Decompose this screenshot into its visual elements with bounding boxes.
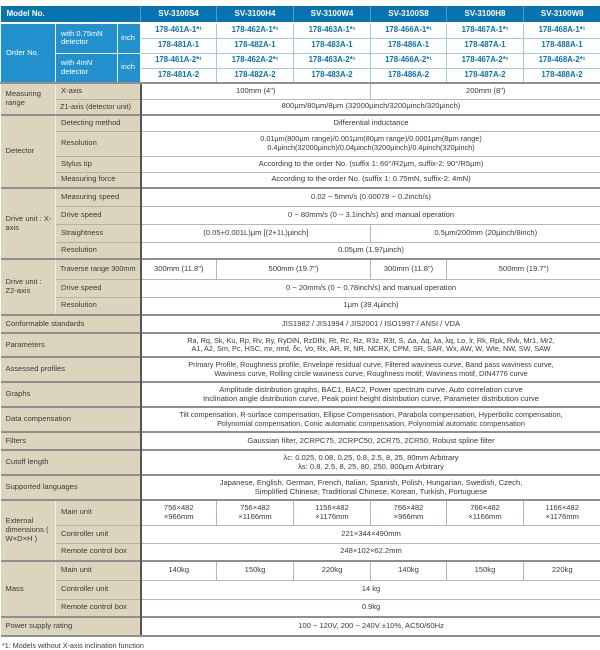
measuring-speed-row: [1, 188, 600, 206]
filters-value: Gaussian filter, 2CRPC75, 2CRPC50, 2CR75, 2CR50, Robust spline filter: [141, 432, 600, 450]
external-dimensions-label: External dimensions ( W×D×H ): [1, 500, 56, 561]
order-number: 178-482A-1: [217, 38, 294, 53]
dim-line2: ×1176mm: [297, 513, 367, 522]
standards-label: Conformable standards: [1, 315, 141, 333]
measuring-speed-label: Measuring speed: [56, 188, 141, 206]
model-name: SV-3100W8: [524, 6, 600, 23]
traverse-range-row: [1, 259, 600, 279]
dimensions-value: [524, 500, 600, 525]
mass-value: 140kg: [141, 561, 217, 580]
mass-value: 150kg: [217, 561, 294, 580]
z2-drive-speed-row: [1, 279, 600, 297]
detecting-method-label: Detecting method: [56, 115, 141, 131]
filters-row: [1, 432, 600, 450]
dimensions-controller-row: [1, 525, 600, 543]
data-compensation-line2: Polynomial compensation, Conic automatic compensation, Polynomial automatic compensation: [145, 420, 598, 428]
dimensions-main-row: [1, 500, 600, 525]
languages-line1: Japanese, English, German, French, Italian, Spanish, Polish, Hungarian, Swedish, Czech,: [145, 479, 598, 488]
dimensions-value: [371, 500, 447, 525]
dimensions-remote-value: 248×102×62.2mm: [141, 543, 600, 561]
order-number: 178-466A-2*¹: [371, 53, 447, 68]
mass-main-label: Main unit: [56, 561, 141, 580]
order-number: 178-467A-2*¹: [447, 53, 524, 68]
unit-inch-label: inch: [118, 23, 141, 53]
languages-value: [141, 475, 600, 500]
model-no-label: Model No.: [1, 6, 141, 23]
model-name: SV-3100H4: [217, 6, 294, 23]
order-number: 178-481A-1: [141, 38, 217, 53]
mass-value: 150kg: [447, 561, 524, 580]
z2-resolution-label: Resolution: [56, 297, 141, 315]
dim-line2: ×1166mm: [220, 513, 290, 522]
dim-line1: 1156×482: [297, 504, 367, 513]
order-number: 178-461A-1*¹: [141, 23, 217, 38]
drive-unit-z2-label: Drive unit : Z2-axis: [1, 259, 56, 315]
mass-value: 220kg: [294, 561, 371, 580]
measuring-force-row: [1, 172, 600, 188]
measuring-range-label: Measuring range: [1, 83, 56, 115]
drive-speed-value: 0 ~ 80mm/s (0 ~ 3.1inch/s) and manual operation: [141, 206, 600, 224]
dim-line1: 1166×482: [527, 504, 598, 513]
cutoff-row: [1, 450, 600, 475]
dimensions-remote-row: [1, 543, 600, 561]
languages-row: [1, 475, 600, 500]
drive-unit-x-label: Drive unit : X-axis: [1, 188, 56, 259]
dim-line1: 766×482: [450, 504, 520, 513]
mass-value: 220kg: [524, 561, 600, 580]
dim-line2: ×966mm: [374, 513, 443, 522]
power-value: 100 ~ 120V, 200 ~ 240V ±10%, AC50/60Hz: [141, 617, 600, 636]
x-axis-label: X-axis: [56, 83, 141, 99]
standards-row: [1, 315, 600, 333]
data-compensation-row: [1, 407, 600, 432]
dim-line2: ×1176mm: [527, 513, 598, 522]
model-header-row: [1, 6, 600, 23]
order-number: 178-486A-2: [371, 68, 447, 83]
graphs-line1: Amplitude distribution graphs, BAC1, BAC2, Power spectrum curve, Auto correlation curve: [145, 386, 598, 395]
power-row: [1, 617, 600, 636]
model-name: SV-3100H8: [447, 6, 524, 23]
model-name: SV-3100S4: [141, 6, 217, 23]
z1-axis-value: 800μm/80μm/8μm (32000μinch/3200μinch/320μinch): [141, 99, 600, 115]
dim-line1: 756×482: [145, 504, 214, 513]
x-drive-speed-row: [1, 206, 600, 224]
z2-resolution-value: 1μm (39.4μinch): [141, 297, 600, 315]
unit-inch-label: inch: [118, 53, 141, 83]
order-number: 178-463A-1*¹: [294, 23, 371, 38]
languages-label: Supported languages: [1, 475, 141, 500]
drive-speed-label: Drive speed: [56, 206, 141, 224]
mass-controller-value: 14 kg: [141, 580, 600, 599]
data-compensation-line1: Tilt compensation, R-surface compensation, Ellipse Compensation, Parabola compensation, Hyperbolic compensation,: [145, 411, 598, 419]
order-number: 178-482A-2: [217, 68, 294, 83]
parameters-line2: A1, A2, Sm, Pc, HSC, mr, mrd, δc, Vo, Rx, AR, R, NR, NCRX, CPM, SR, SAR, Wx, AW, W, Wte, NW, SW, SAW: [145, 345, 598, 353]
assessed-profiles-line2: Waviness curve, Rolling circle waviness curve, Roughness motif, Waviness motif, DIN4776 curve: [145, 370, 598, 378]
x-resolution-row: [1, 242, 600, 259]
order-row: [1, 23, 600, 38]
straightness-left-value: (0.05+0.001L)μm [(2+1L)μinch]: [141, 224, 371, 242]
order-row: [1, 53, 600, 68]
z2-drive-speed-label: Drive speed: [56, 279, 141, 297]
measuring-speed-value: 0.02 ~ 5mm/s (0.00078 ~ 0.2inch/s): [141, 188, 600, 206]
model-name: SV-3100S8: [371, 6, 447, 23]
detector-0.75mN-label: with 0.75mN detector: [56, 23, 118, 53]
order-number: 178-481A-2: [141, 68, 217, 83]
order-number: 178-468A-2*¹: [524, 53, 600, 68]
order-number: 178-486A-1: [371, 38, 447, 53]
stylus-tip-row: [1, 156, 600, 172]
traverse-range-label: Traverse range 300mm: [56, 259, 141, 279]
resolution-value: [141, 131, 600, 156]
assessed-profiles-label: Assessed profiles: [1, 357, 141, 382]
measuring-force-value: According to the order No. (suffix 1: 0.75mN, suffix-2: 4mN): [141, 172, 600, 188]
stylus-tip-value: According to the order No. (suffix 1: 60°/R2μm, suffix-2: 90°/R5μm): [141, 156, 600, 172]
order-number: 178-467A-1*¹: [447, 23, 524, 38]
straightness-right-value: 0.5μm/200mm (20μinch/8inch): [371, 224, 600, 242]
order-number: 178-487A-2: [447, 68, 524, 83]
straightness-label: Straightness: [56, 224, 141, 242]
x-resolution-label: Resolution: [56, 242, 141, 259]
mass-main-row: [1, 561, 600, 580]
assessed-profiles-line1: Primary Profile, Roughness profile, Envelope residual curve, Filtered waviness curve, Band pass waviness curve,: [145, 361, 598, 369]
straightness-row: [1, 224, 600, 242]
resolution-line2: 0.4μinch(32000μinch)/0.04μinch(3200μinch)/0.4μinch(320μinch): [145, 144, 598, 152]
order-number: 178-468A-1*¹: [524, 23, 600, 38]
z2-resolution-row: [1, 297, 600, 315]
traverse-value: 500mm (19.7"): [447, 259, 600, 279]
order-number: 178-483A-2: [294, 68, 371, 83]
mass-remote-label: Remote control box: [56, 599, 141, 617]
dimensions-controller-value: 221×344×490mm: [141, 525, 600, 543]
footnote: *1: Models without X-axis inclination function: [2, 641, 600, 650]
dimensions-value: [294, 500, 371, 525]
dimensions-value: [217, 500, 294, 525]
dimensions-value: [447, 500, 524, 525]
filters-label: Filters: [1, 432, 141, 450]
order-number: 178-488A-1: [524, 38, 600, 53]
dim-line2: ×966mm: [145, 513, 214, 522]
z1-axis-label: Z1-axis (detector unit): [56, 99, 141, 115]
mass-remote-row: [1, 599, 600, 617]
mass-label: Mass: [1, 561, 56, 617]
graphs-value: [141, 382, 600, 407]
resolution-label: Resolution: [56, 131, 141, 156]
traverse-value: 500mm (19.7"): [217, 259, 371, 279]
x-axis-left-value: 100mm (4"): [141, 83, 371, 99]
order-no-label: Order No.: [1, 23, 56, 83]
x-resolution-value: 0.05μm (1.97μinch): [141, 242, 600, 259]
traverse-value: 300mm (11.8"): [141, 259, 217, 279]
parameters-label: Parameters: [1, 333, 141, 357]
parameters-value: [141, 333, 600, 357]
z2-drive-speed-value: 0 ~ 20mm/s (0 ~ 0.78inch/s) and manual operation: [141, 279, 600, 297]
cutoff-label: Cutoff length: [1, 450, 141, 475]
order-number: 178-487A-1: [447, 38, 524, 53]
dimensions-value: [141, 500, 217, 525]
languages-line2: Simplified Chinese, Traditional Chinese, Korean, Turkish, Portuguese: [145, 488, 598, 497]
dim-line1: 756×482: [220, 504, 290, 513]
detector-4mN-label: with 4mN detector: [56, 53, 118, 83]
mass-controller-label: Controller unit: [56, 580, 141, 599]
dimensions-remote-label: Remote control box: [56, 543, 141, 561]
order-number: 178-461A-2*¹: [141, 53, 217, 68]
standards-value: JIS1982 / JIS1994 / JIS2001 / ISO1997 / ANSI / VDA: [141, 315, 600, 333]
mass-controller-row: [1, 580, 600, 599]
resolution-line1: 0.01μm(800μm range)/0.001μm(80μm range)/0.0001μm(8μm range): [145, 135, 598, 143]
graphs-line2: Inclination angle distribution curve, Peak point height distribution curve, Parameter distribution curve: [145, 395, 598, 404]
measuring-range-x-row: [1, 83, 600, 99]
assessed-profiles-row: [1, 357, 600, 382]
order-number: 178-462A-2*¹: [217, 53, 294, 68]
detecting-method-value: Differential inductance: [141, 115, 600, 131]
graphs-label: Graphs: [1, 382, 141, 407]
spec-table: [0, 6, 600, 637]
dimensions-controller-label: Controller unit: [56, 525, 141, 543]
dim-line1: 766×482: [374, 504, 443, 513]
stylus-tip-label: Stylus tip: [56, 156, 141, 172]
model-name: SV-3100W4: [294, 6, 371, 23]
graphs-row: [1, 382, 600, 407]
parameters-line1: Ra, Rq, Sk, Ku, Rp, Rv, Ry, RyDIN, RzDIN, Rt, Rc, Rz, R3z, R3t, S, Δa, Δq, λa, λq, Lo, lr, Rk, Rpk, Rvk, Mr1, Mr2,: [145, 337, 598, 345]
dimensions-main-label: Main unit: [56, 500, 141, 525]
power-label: Power supply rating: [1, 617, 141, 636]
detecting-method-row: [1, 115, 600, 131]
detector-label: Detector: [1, 115, 56, 188]
order-number: 178-483A-1: [294, 38, 371, 53]
dim-line2: ×1166mm: [450, 513, 520, 522]
order-number: 178-488A-2: [524, 68, 600, 83]
cutoff-line2: λs: 0.8, 2.5, 8, 25, 80, 250, 800μm Arbitrary: [145, 463, 598, 472]
traverse-value: 300mm (11.8"): [371, 259, 447, 279]
assessed-profiles-value: [141, 357, 600, 382]
order-number: 178-462A-1*¹: [217, 23, 294, 38]
detector-resolution-row: [1, 131, 600, 156]
measuring-range-z1-row: [1, 99, 600, 115]
mass-value: 140kg: [371, 561, 447, 580]
data-compensation-label: Data compensation: [1, 407, 141, 432]
measuring-force-label: Measuring force: [56, 172, 141, 188]
parameters-row: [1, 333, 600, 357]
order-number: 178-463A-2*¹: [294, 53, 371, 68]
cutoff-value: [141, 450, 600, 475]
x-axis-right-value: 200mm (8"): [371, 83, 600, 99]
cutoff-line1: λc: 0.025, 0.08, 0.25, 0.8, 2.5, 8, 25, 80mm Arbitrary: [145, 454, 598, 463]
data-compensation-value: [141, 407, 600, 432]
mass-remote-value: 0.9kg: [141, 599, 600, 617]
order-number: 178-466A-1*¹: [371, 23, 447, 38]
